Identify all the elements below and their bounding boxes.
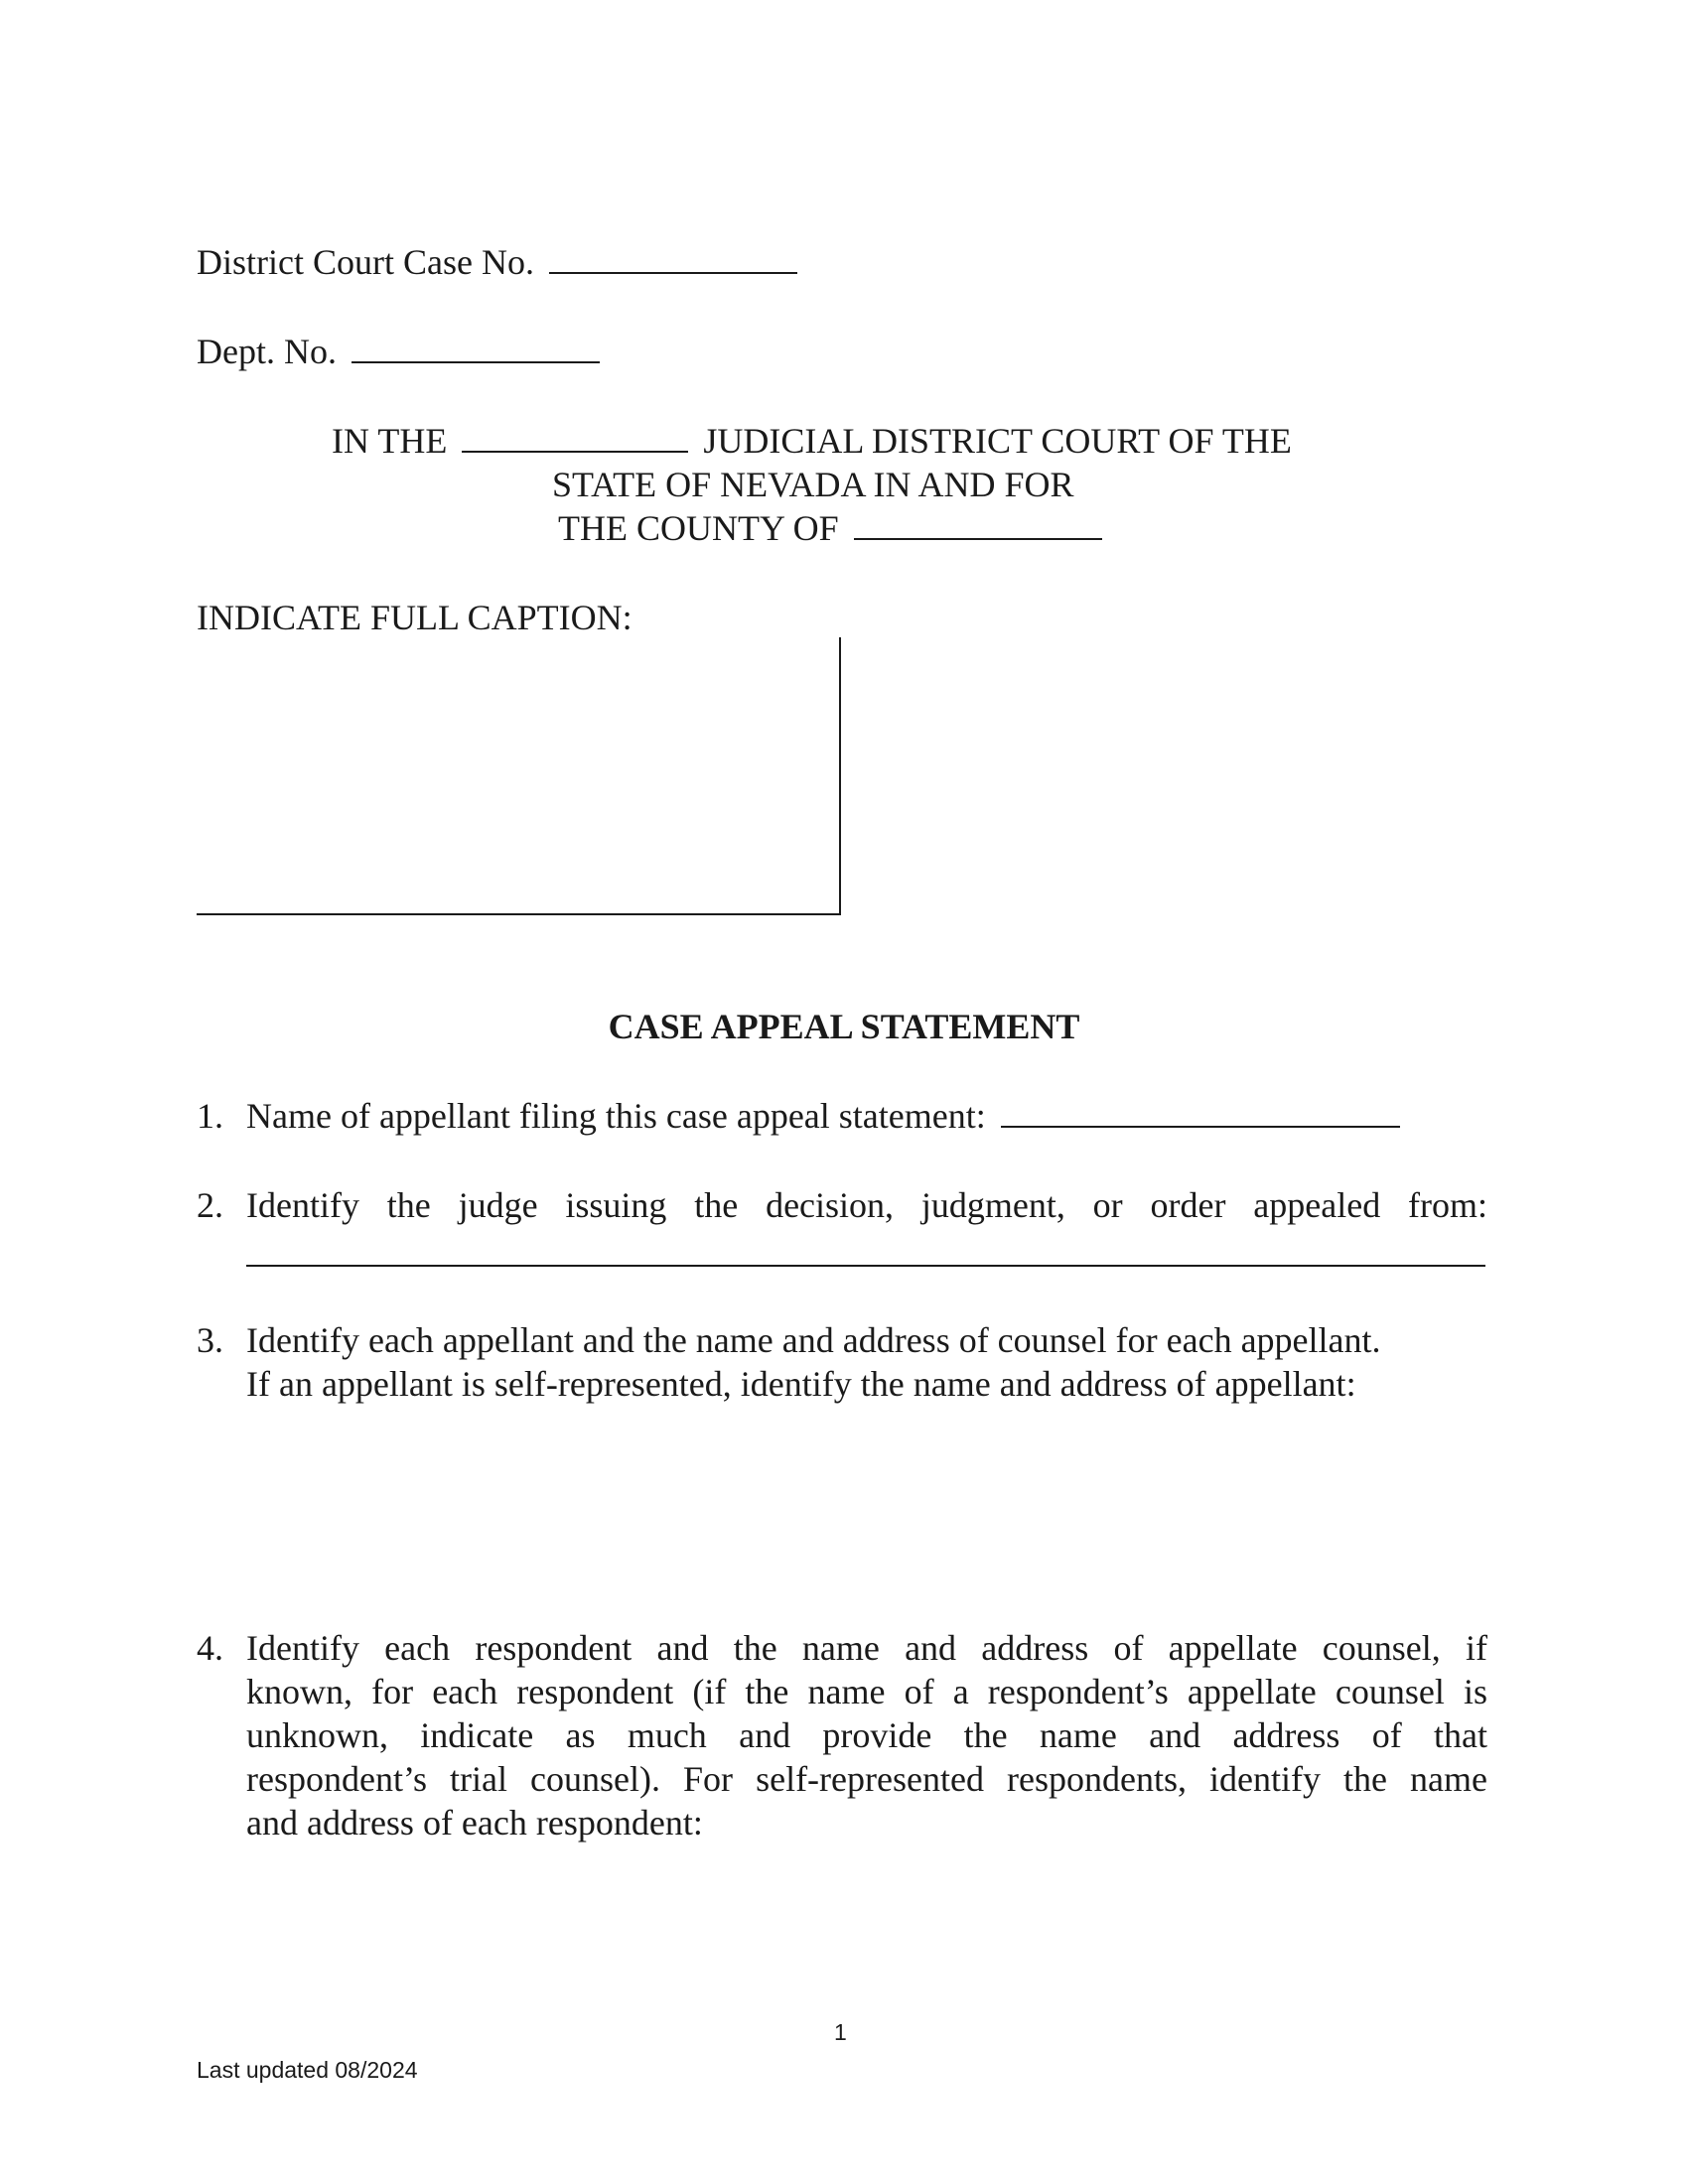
case-number-input[interactable] (549, 242, 797, 274)
item-1-text: Name of appellant filing this case appeal statement: (246, 1096, 986, 1136)
dept-number-label: Dept. No. (197, 332, 337, 371)
court-line-3 (558, 506, 1102, 550)
judge-name-input[interactable] (246, 1265, 1485, 1267)
item-1 (246, 1094, 1400, 1138)
caption-box-right-border (839, 637, 841, 915)
dept-number-field (197, 330, 600, 373)
case-number-label: District Court Case No. (197, 242, 534, 282)
caption-box-bottom-border (197, 913, 841, 915)
item-4-number: 4. (197, 1628, 223, 1668)
county-input[interactable] (854, 508, 1102, 540)
judicial-district-input[interactable] (462, 421, 688, 453)
appellant-name-input[interactable] (1001, 1096, 1400, 1128)
last-updated: Last updated 08/2024 (197, 2057, 418, 2083)
item-1-number: 1. (197, 1096, 223, 1136)
page-number: 1 (834, 2019, 847, 2045)
caption-label: INDICATE FULL CAPTION: (197, 598, 633, 637)
document-title: CASE APPEAL STATEMENT (608, 1007, 1080, 1046)
item-4-line-2: known, for each respondent (if the name of a respondent’s appellate counsel is (246, 1672, 1487, 1711)
court-line-2: STATE OF NEVADA IN AND FOR (552, 465, 1074, 504)
case-number-field (197, 240, 797, 284)
item-2-number: 2. (197, 1185, 223, 1225)
item-4-line-4: respondent’s trial counsel). For self-represented respondents, identify the name (246, 1759, 1487, 1799)
item-3-line-1: Identify each appellant and the name and address of counsel for each appellant. (246, 1320, 1381, 1360)
caption-input-area[interactable] (197, 640, 837, 911)
court-prefix: IN THE (332, 421, 448, 461)
item-4-line-1: Identify each respondent and the name and address of appellate counsel, if (246, 1628, 1487, 1668)
item-3-number: 3. (197, 1320, 223, 1360)
item-2-text: Identify the judge issuing the decision, judgment, or order appealed from: (246, 1185, 1487, 1225)
court-suffix: JUDICIAL DISTRICT COURT OF THE (703, 421, 1292, 461)
county-label: THE COUNTY OF (558, 508, 839, 548)
item-4-line-5: and address of each respondent: (246, 1803, 703, 1843)
item-4-line-3: unknown, indicate as much and provide the name and address of that (246, 1715, 1487, 1755)
dept-number-input[interactable] (352, 332, 600, 363)
item-3-line-2: If an appellant is self-represented, identify the name and address of appellant: (246, 1364, 1356, 1404)
court-line-1 (332, 419, 1292, 463)
